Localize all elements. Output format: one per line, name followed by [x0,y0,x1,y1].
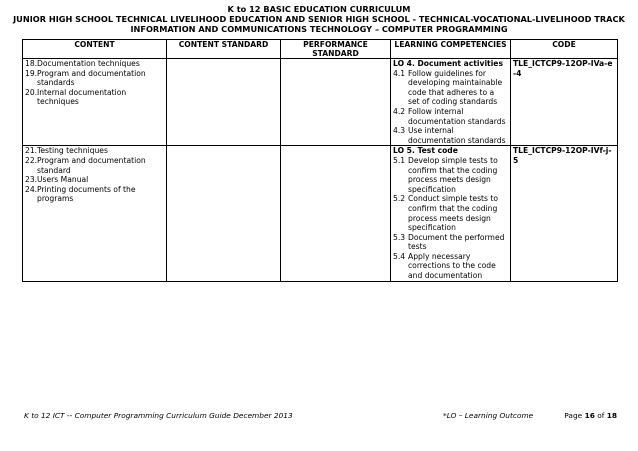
content-item [25,156,164,175]
column-header-learning-competencies: LEARNING COMPETENCIES [391,40,511,59]
item-text: Program and documentation standards [37,68,146,88]
learning-outcome-title: LO 4. Document activities [393,59,503,68]
page-of: of [597,411,605,420]
column-header-performance-standard: PERFORMANCE STANDARD [281,40,391,59]
program-subtitle: INFORMATION AND COMMUNICATIONS TECHNOLOGY – COMPUTER PROGRAMMING [130,23,508,34]
item-number: 23. [25,175,38,185]
item-number: 21. [25,146,38,156]
competency-item [393,126,508,145]
competency-number: 5.4 [393,251,406,261]
page-current: 16 [584,411,595,420]
item-text: Users Manual [37,175,89,185]
content-item [25,175,164,185]
competency-text: Conduct simple tests to confirm that the coding process meets design specification [408,194,499,233]
item-text: Internal documentation techniques [37,87,127,107]
competency-text: Develop simple tests to confirm that the coding process meets design specification [408,155,498,194]
learning-outcome-title: LO 5. Test code [393,146,458,156]
table-header-row [23,40,618,59]
competency-number: 4.2 [393,106,406,116]
competency-number: 5.1 [393,155,406,165]
footer-document-title: K to 12 ICT -- Computer Programming Curriculum Guide December 2013 [24,411,293,420]
item-number: 22. [25,155,38,165]
item-text: Program and documentation standard [37,155,146,175]
competency-text: Use internal documentation standards [408,126,506,145]
track-subtitle: JUNIOR HIGH SCHOOL TECHNICAL LIVELIHOOD EDUCATION AND SENIOR HIGH SCHOOL - TECHNICAL-VOCATIONAL-LIVELIHOOD TRACK [13,14,625,24]
content-standard-cell [167,59,281,146]
column-header-content-standard: CONTENT STANDARD [167,40,281,59]
code-cell: TLE_ICTCP9-12OP-IVa-e-4 [511,59,618,146]
competency-number: 4.1 [393,68,406,78]
item-number: 24. [25,184,38,194]
competency-text: Apply necessary corrections to the code and documentation [408,251,496,281]
curriculum-title: K to 12 BASIC EDUCATION CURRICULUM [227,4,411,14]
content-item [25,146,164,156]
content-item [25,88,164,107]
performance-standard-cell [281,146,391,281]
column-header-code: CODE [511,40,618,59]
performance-standard-cell [281,59,391,146]
competency-item [393,69,508,107]
learning-competencies-cell [391,146,511,281]
competency-number: 4.3 [393,126,406,136]
competency-item [393,252,508,281]
table-row [23,59,618,146]
content-cell [23,146,167,281]
page-prefix: Page [564,411,583,420]
curriculum-table [22,39,618,282]
footer-lo-note: *LO – Learning Outcome [443,411,534,420]
page-total: 18 [606,411,617,420]
competency-item [393,194,508,232]
item-text: Printing documents of the programs [37,184,136,204]
content-cell [23,59,167,146]
competency-item [393,107,508,126]
competency-number: 5.2 [393,194,406,204]
table-row [23,146,618,281]
content-item [25,59,164,69]
item-text: Testing techniques [37,146,108,156]
learning-competencies-cell [391,59,511,146]
competency-text: Follow guidelines for developing maintainable code that adheres to a set of coding standards [408,68,503,107]
competency-text: Follow internal documentation standards [408,106,506,126]
content-standard-cell [167,146,281,281]
item-text: Documentation techniques [37,59,140,68]
competency-item [393,233,508,252]
item-number: 18. [25,59,38,68]
competency-item [393,156,508,194]
competency-text: Document the performed tests [408,232,505,252]
competency-number: 5.3 [393,232,406,242]
code-cell: TLE_ICTCP9-12OP-IVf-j-5 [511,146,618,281]
item-number: 19. [25,68,38,78]
item-number: 20. [25,87,38,97]
page-number [564,411,617,420]
content-item [25,69,164,88]
content-item [25,185,164,204]
column-header-content: CONTENT [23,40,167,59]
